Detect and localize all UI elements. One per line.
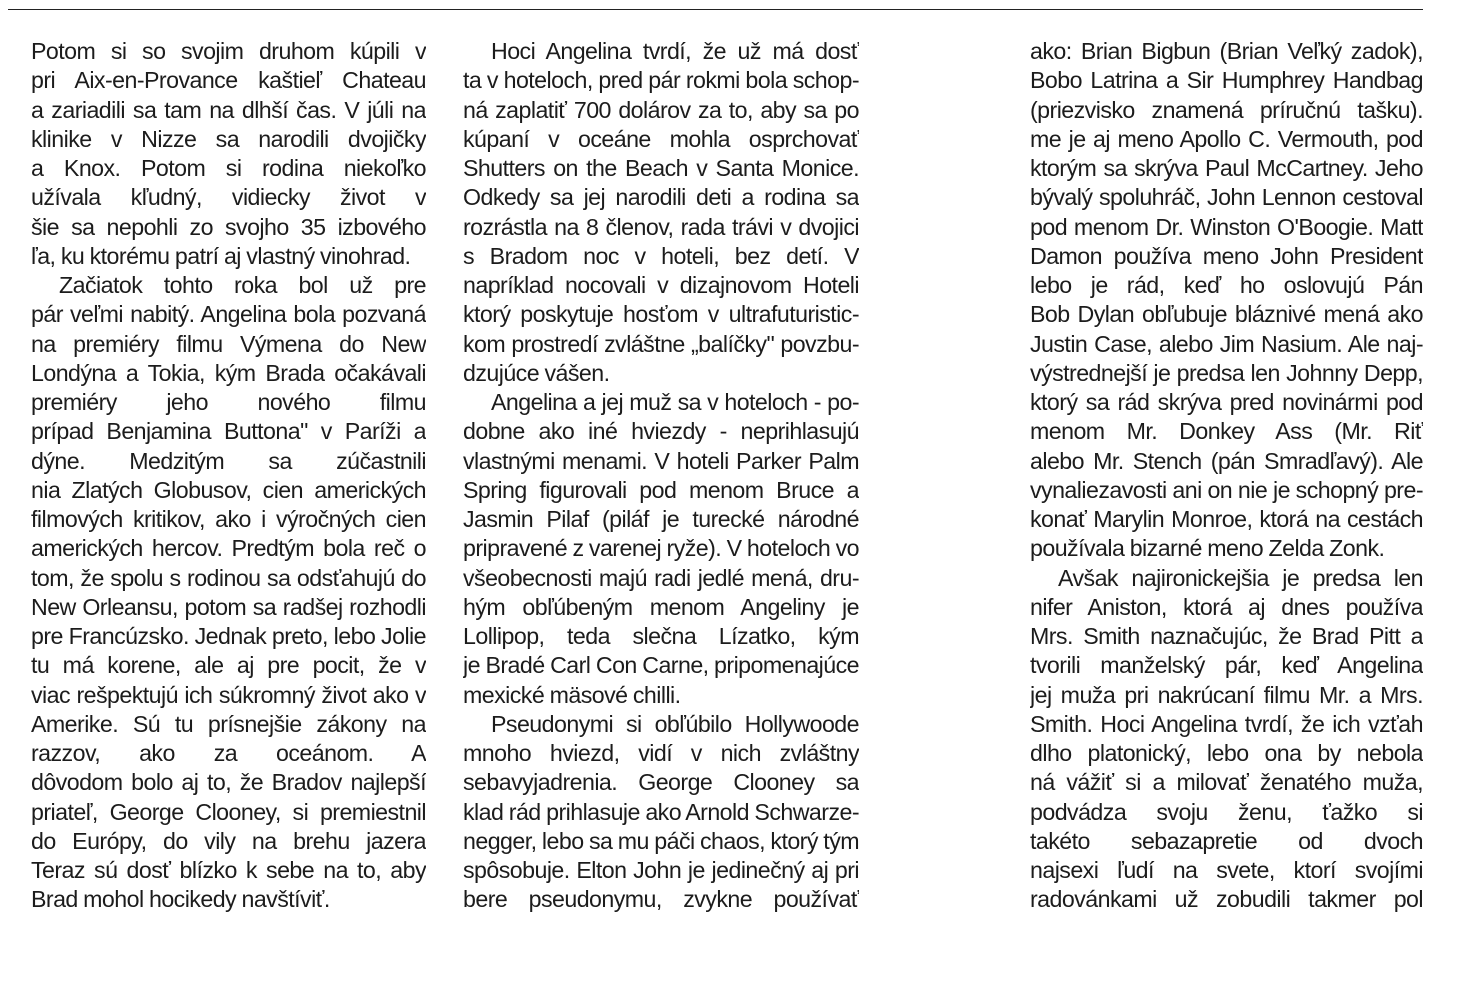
text-line: razzov, ako za oceánom. A — [31, 740, 426, 766]
text-line: takéto sebazapretie od dvoch — [1030, 827, 1423, 854]
text-line: Damon používa meno John President — [1030, 242, 1423, 269]
text-line: Teraz sú dosť blízko k sebe na to, aby — [31, 857, 426, 883]
text-line: pri Aix-en-Provance kaštieľ Chateau — [31, 67, 426, 94]
text-line: rozrástla na 8 členov, rada trávi v dvojici — [463, 213, 859, 240]
text-line: Justin Case, alebo Jim Nasium. Ale naj- — [1030, 330, 1423, 357]
text-line: tvorili manželský pár, keď Angelina — [1030, 652, 1423, 679]
text-line: ktorým sa skrýva Paul McCartney. Jeho — [1030, 155, 1423, 181]
text-line: dzujúce vášen. — [463, 359, 610, 386]
text-column-3 — [1030, 37, 1423, 977]
text-line: radovánkami už zobudili takmer pol — [1030, 886, 1423, 913]
text-line: premiéry jeho nového filmu — [31, 389, 426, 415]
text-line: prípad Benjamina Buttona" v Paríži a — [31, 418, 426, 445]
text-line: nia Zlatých Globusov, cien amerických — [31, 476, 426, 503]
text-line: je Bradé Carl Con Carne, pripomenajúce — [463, 652, 859, 679]
text-line: ako: Brian Bigbun (Brian Veľký zadok), — [1030, 38, 1423, 64]
text-line: všeobecnosti majú radi jedlé mená, dru- — [463, 564, 859, 591]
text-line: Smith. Hoci Angelina tvrdí, že ich vzťah — [1030, 710, 1423, 737]
text-line: nifer Aniston, ktorá aj dnes používa — [1030, 593, 1423, 620]
text-line: Začiatok tohto roka bol už pre — [59, 272, 426, 298]
text-line: Avšak najironickejšia je predsa len — [1058, 564, 1423, 591]
text-line: hým obľúbeným menom Angeliny je — [463, 593, 859, 620]
text-line: ta v hoteloch, pred pár rokmi bola schop- — [463, 67, 859, 94]
text-line: menom Mr. Donkey Ass (Mr. Riť — [1030, 418, 1423, 445]
text-line: pár veľmi nabitý. Angelina bola pozvaná — [31, 301, 426, 328]
text-line: Angelina a jej muž sa v hoteloch - po- — [491, 389, 859, 415]
text-line: kom prostredí zvláštne „balíčky" povzbu- — [463, 330, 859, 357]
text-line: ktorý sa rád skrýva pred novinármi pod — [1030, 389, 1423, 415]
text-line: dobne ako iné hviezdy - neprihlasujú — [463, 418, 859, 445]
text-line: ná zaplatiť 700 dolárov za to, aby sa po — [463, 96, 859, 123]
text-line: pre Francúzsko. Jednak preto, lebo Jolie — [31, 623, 426, 649]
text-line: šie sa nepohli zo svojho 35 izbového — [31, 213, 426, 240]
text-column-2 — [463, 37, 859, 977]
text-line: do Európy, do vily na brehu jazera — [31, 827, 426, 854]
text-line: Shutters on the Beach v Santa Monice. — [463, 155, 859, 181]
text-line: ľa, ku ktorému patrí aj vlastný vinohrad. — [31, 242, 411, 269]
text-column-1 — [31, 37, 426, 977]
text-line: Bob Dylan obľubuje bláznivé mená ako — [1030, 301, 1423, 328]
text-line: vlastnými menami. V hoteli Parker Palm — [463, 447, 859, 474]
text-line: napríklad nocovali v dizajnovom Hoteli — [463, 272, 859, 298]
text-line: sebavyjadrenia. George Clooney sa — [463, 769, 859, 796]
text-line: vynaliezavosti ani on nie je schopný pre- — [1030, 476, 1423, 503]
text-line: pod menom Dr. Winston O'Boogie. Matt — [1030, 213, 1423, 240]
text-line: Mrs. Smith naznačujúc, že Brad Pitt a — [1030, 623, 1423, 649]
text-line: jej muža pri nakrúcaní filmu Mr. a Mrs. — [1030, 681, 1423, 708]
text-line: ktorý poskytuje hosťom v ultrafuturistic- — [463, 301, 859, 328]
text-line: Potom si so svojim druhom kúpili v — [31, 38, 426, 64]
text-line: kúpaní v oceáne mohla osprchovať — [463, 125, 859, 152]
text-line: Spring figurovali pod menom Bruce a — [463, 476, 859, 503]
text-line: spôsobuje. Elton John je jedinečný aj pri — [463, 857, 859, 883]
text-line: Hoci Angelina tvrdí, že už má dosť — [491, 38, 859, 64]
text-line: filmových kritikov, ako i výročných cien — [31, 506, 426, 532]
text-line: a zariadili sa tam na dlhší čas. V júli na — [31, 96, 426, 123]
text-line: Lollipop, teda slečna Lízatko, kým — [463, 623, 859, 649]
text-line: bere pseudonymu, zvykne používať — [463, 886, 859, 913]
text-line: me je aj meno Apollo C. Vermouth, pod — [1030, 125, 1423, 152]
text-line: tu má korene, ale aj pre pocit, že v — [31, 652, 426, 679]
text-line: podvádza svoju ženu, ťažko si — [1030, 798, 1423, 825]
text-line: výstrednejší je predsa len Johnny Depp, — [1030, 359, 1423, 386]
text-line: Pseudonymi si obľúbilo Hollywoode — [491, 710, 859, 737]
text-line: mexické mäsové chilli. — [463, 681, 681, 708]
text-line: bývalý spoluhráč, John Lennon cestoval — [1030, 184, 1423, 211]
text-line: dýne. Medzitým sa zúčastnili — [31, 447, 426, 474]
text-line: alebo Mr. Stench (pán Smradľavý). Ale — [1030, 447, 1423, 474]
text-line: Londýna a Tokia, kým Brada očakávali — [31, 359, 426, 386]
text-line: Amerike. Sú tu prísnejšie zákony na — [31, 710, 426, 737]
text-line: New Orleansu, potom sa radšej rozhodli — [31, 593, 426, 620]
text-line: Bobo Latrina a Sir Humphrey Handbag — [1030, 67, 1423, 94]
text-line: klinike v Nizze sa narodili dvojičky — [31, 125, 426, 152]
text-line: dôvodom bolo aj to, že Bradov najlepší — [31, 769, 426, 796]
text-line: na premiéry filmu Výmena do New — [31, 330, 426, 357]
text-line: najsexi ľudí na svete, ktorí svojími — [1030, 857, 1423, 883]
text-line: a Knox. Potom si rodina niekoľko — [31, 155, 426, 181]
text-line: mnoho hviezd, vidí v nich zvláštny — [463, 740, 859, 766]
text-line: Brad mohol hocikedy navštíviť. — [31, 886, 330, 913]
text-line: Jasmin Pilaf (piláf je turecké národné — [463, 506, 859, 532]
text-line: viac rešpektujú ich súkromný život ako v — [31, 681, 426, 708]
top-rule — [8, 9, 1423, 10]
text-line: dlho platonický, lebo ona by nebola — [1030, 740, 1423, 766]
text-line: konať Marylin Monroe, ktorá na cestách — [1030, 506, 1423, 532]
text-line: užívala kľudný, vidiecky život v — [31, 184, 426, 211]
text-line: ná vážiť si a milovať ženatého muža, — [1030, 769, 1423, 796]
text-line: Odkedy sa jej narodili deti a rodina sa — [463, 184, 859, 211]
text-line: amerických hercov. Predtým bola reč o — [31, 535, 426, 562]
text-line: s Bradom noc v hoteli, bez detí. V — [463, 242, 859, 269]
text-line: priateľ, George Clooney, si premiestnil — [31, 798, 426, 825]
text-line: pripravené z varenej ryže). V hoteloch vo — [463, 535, 859, 562]
text-line: používala bizarné meno Zelda Zonk. — [1030, 535, 1385, 562]
text-line: negger, lebo sa mu páči chaos, ktorý tým — [463, 827, 859, 854]
text-line: tom, že spolu s rodinou sa odsťahujú do — [31, 564, 426, 591]
text-line: lebo je rád, keď ho oslovujú Pán — [1030, 272, 1423, 298]
text-line: (priezvisko znamená príručnú tašku). — [1030, 96, 1423, 123]
text-line: klad rád prihlasuje ako Arnold Schwarze- — [463, 798, 859, 825]
